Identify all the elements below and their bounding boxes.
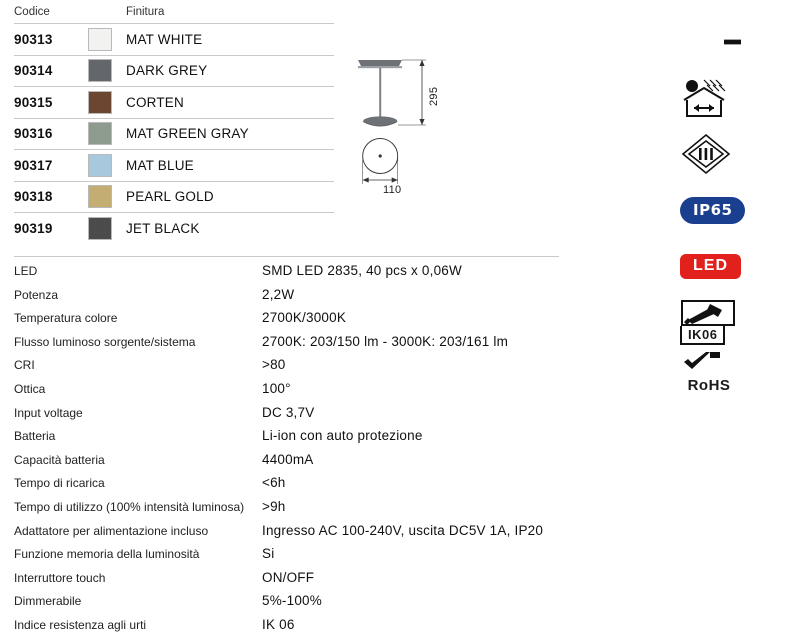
spec-label: Flusso luminoso sorgente/sistema [14,334,196,349]
spec-label: Temperatura colore [14,311,118,326]
rohs-check-icon [680,350,738,372]
finish-name: JET BLACK [126,220,200,236]
rohs-label: RoHS [687,377,731,394]
indoor-outdoor-block [672,70,784,126]
spec-row [14,310,559,334]
spec-value: 100° [262,380,291,396]
spec-label: Ottica [14,381,46,396]
finish-code: 90313 [14,31,53,47]
finish-name: CORTEN [126,94,184,110]
spec-row [14,452,559,476]
finish-swatch-icon [88,217,112,240]
spec-row [14,593,559,617]
spec-row [14,357,559,381]
spec-value: IK 06 [262,616,295,632]
table-row[interactable] [14,181,334,213]
drawing-width-dimension: 110 [383,184,402,196]
rohs-block [672,350,784,406]
table-row[interactable] [14,23,334,55]
spec-value: Ingresso AC 100-240V, uscita DC5V 1A, IP20 [262,522,544,538]
spec-label: Interruttore touch [14,570,106,585]
spec-label: Capacità batteria [14,452,105,467]
ip-rating-badge: IP65 [680,197,745,224]
spec-row [14,570,559,594]
class-iii-icon [680,132,734,176]
spec-row [14,475,559,499]
ik-rating-label: IK06 [680,326,725,345]
ik-rating-block [672,294,784,350]
ik-rating-badge [680,300,736,345]
spec-row [14,263,559,287]
finish-name: DARK GREY [126,63,208,79]
spec-value: 4400mA [262,451,314,467]
finish-swatch-icon [88,28,112,51]
led-block [672,238,784,294]
spec-label: Funzione memoria della luminosità [14,547,200,562]
spec-value: ON/OFF [262,569,315,585]
table-row[interactable] [14,55,334,87]
spec-row [14,428,559,452]
ce-mark-block [672,14,784,70]
spec-value: 2,2W [262,286,295,302]
class-iii-block [672,126,784,182]
finish-code: 90319 [14,220,53,236]
table-row[interactable] [14,118,334,150]
finish-name: MAT BLUE [126,157,194,173]
ce-mark-icon [680,22,758,62]
spec-value: >9h [262,498,286,514]
spec-row [14,381,559,405]
finish-code: 90318 [14,189,53,205]
spec-value: DC 3,7V [262,404,315,420]
spec-value: <6h [262,475,286,491]
finish-swatch-icon [88,91,112,114]
spec-label: LED [14,264,38,278]
indoor-outdoor-icon [680,76,748,120]
technical-drawing [336,44,456,214]
specifications-table [14,256,559,641]
ip-rating-block [672,182,784,238]
spec-value: 5%-100% [262,593,322,609]
drawing-height-dimension: 295 [428,86,440,106]
finish-name: MAT GREEN GRAY [126,126,249,142]
spec-row [14,287,559,311]
spec-row [14,523,559,547]
spec-label: Adattatore per alimentazione incluso [14,523,209,538]
spec-value: Li-ion con auto protezione [262,428,423,444]
spec-value: Si [262,546,275,562]
spec-label: Tempo di ricarica [14,476,105,491]
finish-code: 90316 [14,126,53,142]
spec-row [14,499,559,523]
spec-label: Tempo di utilizzo (100% intensità luminosa) [14,499,245,514]
column-header-code: Codice [14,6,50,18]
table-row[interactable] [14,86,334,118]
spec-value: SMD LED 2835, 40 pcs x 0,06W [262,263,462,278]
spec-row [14,334,559,358]
spec-label: CRI [14,358,35,373]
finishes-table [14,6,334,244]
finish-name: MAT WHITE [126,31,203,47]
spec-label: Batteria [14,429,56,444]
led-badge: LED [680,254,741,279]
spec-label: Dimmerabile [14,594,82,609]
finish-code: 90314 [14,63,53,79]
spec-value: 2700K: 203/150 lm - 3000K: 203/161 lm [262,333,509,349]
finishes-table-header [14,6,334,23]
spec-label: Indice resistenza agli urti [14,617,147,632]
certification-icons [672,14,784,406]
spec-label: Potenza [14,287,59,302]
spec-label: Input voltage [14,405,83,420]
finish-swatch-icon [88,59,112,82]
finish-code: 90315 [14,94,53,110]
finish-swatch-icon [88,122,112,145]
spec-value: >80 [262,357,286,373]
finish-swatch-icon [88,154,112,177]
spec-row [14,617,559,641]
finish-name: PEARL GOLD [126,189,214,205]
spec-row [14,405,559,429]
table-row[interactable] [14,149,334,181]
finish-swatch-icon [88,185,112,208]
finish-code: 90317 [14,157,53,173]
table-row[interactable] [14,212,334,244]
hammer-impact-icon [680,300,736,326]
column-header-finish: Finitura [126,6,165,18]
spec-value: 2700K/3000K [262,310,347,326]
spec-row [14,546,559,570]
